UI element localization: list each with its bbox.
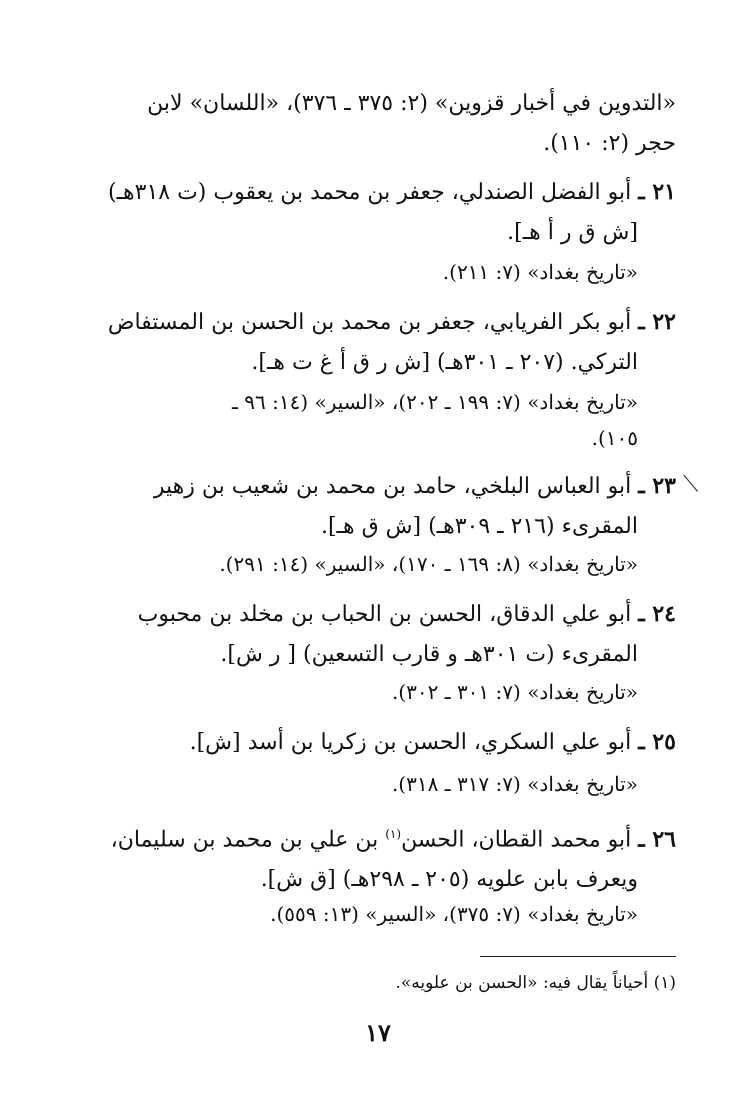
entry-number: ٢٥ ـ <box>638 729 676 755</box>
entry-23-source: «تاريخ بغداد» (٨: ١٦٩ ـ ١٧٠)، «السير» (١٤: ٢٩١). <box>219 552 638 576</box>
entry-24-source: «تاريخ بغداد» (٧: ٣٠١ ـ ٣٠٢). <box>391 680 638 704</box>
entry-24 <box>86 594 676 675</box>
entry-line-1: أبو الفضل الصندلي، جعفر بن محمد بن يعقوب (ت ٣١٨هـ) <box>108 180 632 205</box>
margin-mark: ⟋ <box>683 472 699 497</box>
entry-line-2: [ش ق ر أ هـ]. <box>507 220 638 245</box>
entry-line-1: أبو علي الدقاق، الحسن بن الحباب بن مخلد بن محبوب <box>137 602 632 627</box>
footnote: (١) أحياناً يقال فيه: «الحسن بن علويه». <box>395 973 676 993</box>
entry-26-source: «تاريخ بغداد» (٧: ٣٧٥)، «السير» (١٣: ٥٥٩). <box>270 902 638 926</box>
entry-22 <box>86 302 676 383</box>
page-number: ١٧ <box>365 1018 391 1047</box>
entry-22-source <box>78 384 638 456</box>
entry-25 <box>86 722 676 763</box>
entry-number: ٢٤ ـ <box>638 601 676 627</box>
entry-line-1: أبو بكر الفريابي، جعفر بن محمد بن الحسن بن المستفاض <box>107 310 632 335</box>
entry-line-2: التركي. (٢٠٧ ـ ٣٠١هـ) [ش ر ق أ غ ت هـ]. <box>251 350 638 375</box>
entry-line-1b: بن علي بن محمد بن سليمان، <box>110 827 386 853</box>
source-line-2: ١٠٥). <box>591 426 638 450</box>
footnote-divider <box>480 956 676 957</box>
entry-line-2: ويعرف بابن علويه (٢٠٥ ـ ٢٩٨هـ) [ق ش]. <box>260 867 638 893</box>
source-line-1: «تاريخ بغداد» (٧: ١٩٩ ـ ٢٠٢)، «السير» (١٤: ٩٦ ـ <box>232 390 638 414</box>
entry-21 <box>86 172 676 253</box>
entry-line-2: المقرىء (ت ٣٠١هـ و قارب التسعين) [ ر ش]. <box>220 642 638 667</box>
entry-number: ٢١ ـ <box>638 179 676 205</box>
entry-line-1a: أبو محمد القطان، الحسن <box>401 827 632 853</box>
entry-number: ٢٢ ـ <box>638 309 676 335</box>
entry-23 <box>86 466 676 547</box>
entry-number: ٢٦ ـ <box>638 826 676 853</box>
entry-21-source: «تاريخ بغداد» (٧: ٢١١). <box>442 260 638 284</box>
entry-number: ٢٣ ـ <box>638 473 676 499</box>
intro-line-2: حجر (٢: ١١٠). <box>543 131 676 156</box>
entry-line-1: أبو علي السكري، الحسن بن زكريا بن أسد [ش]. <box>189 730 632 755</box>
entry-25-source: «تاريخ بغداد» (٧: ٣١٧ ـ ٣١٨). <box>391 772 638 796</box>
entry-line-2: المقرىء (٢١٦ ـ ٣٠٩هـ) [ش ق هـ]. <box>320 514 638 539</box>
intro-paragraph <box>86 84 676 164</box>
footnote-ref[interactable]: (١) <box>385 827 402 841</box>
intro-line-1: «التدوين في أخبار قزوين» (٢: ٣٧٥ ـ ٣٧٦)، «اللسان» لابن <box>147 91 676 116</box>
entry-line-1: أبو العباس البلخي، حامد بن محمد بن شعيب بن زهير <box>153 474 632 499</box>
entry-26 <box>86 814 676 900</box>
